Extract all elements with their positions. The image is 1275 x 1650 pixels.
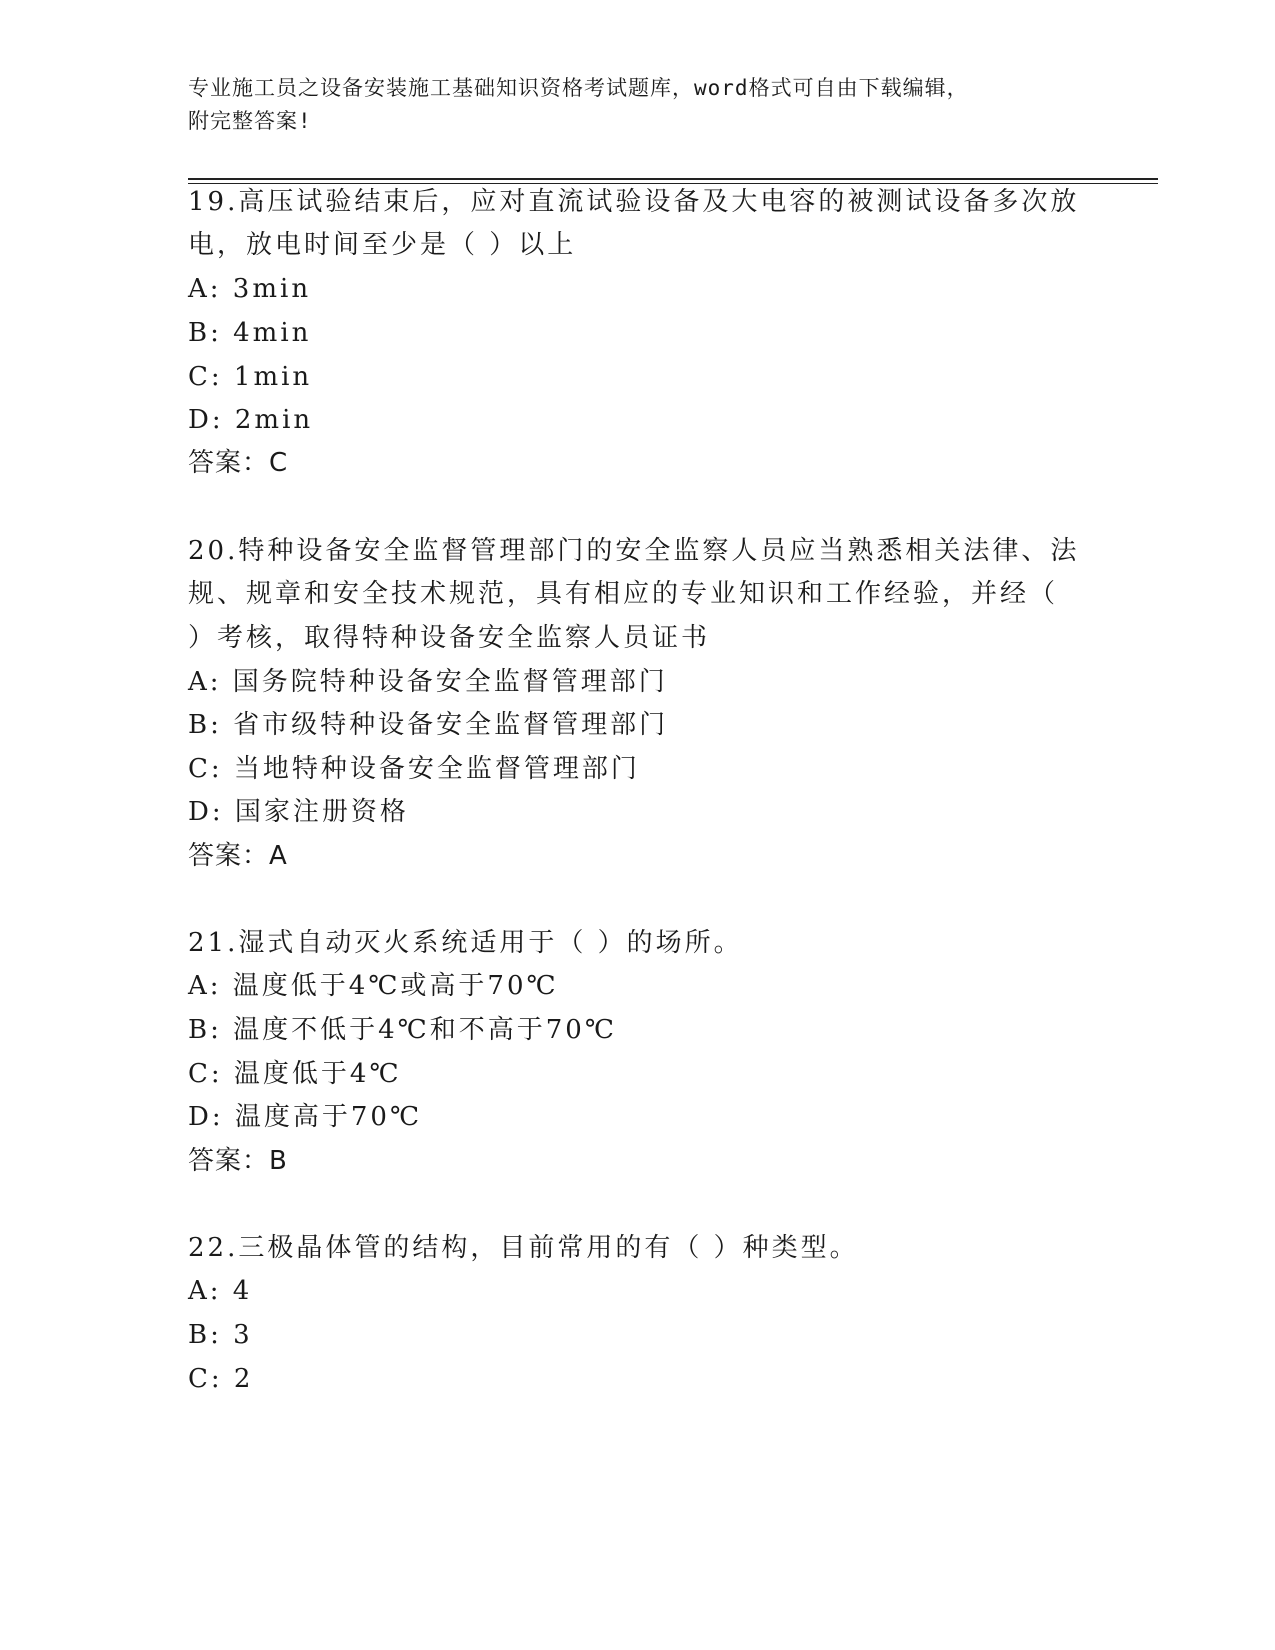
option-a: A: 温度低于4℃或高于70℃: [188, 971, 559, 1001]
header-divider: [188, 178, 1158, 180]
question-stem-line: 21.湿式自动灭火系统适用于（ ）的场所。: [188, 928, 743, 958]
option-b: B: 省市级特种设备安全监督管理部门: [188, 710, 669, 740]
question-stem-line: 20.特种设备安全监督管理部门的安全监察人员应当熟悉相关法律、法: [188, 536, 1080, 566]
answer-label: 答案：B: [188, 1146, 288, 1176]
question-stem-line: 22.三极晶体管的结构，目前常用的有（ ）种类型。: [188, 1233, 859, 1263]
option-b: B: 温度不低于4℃和不高于70℃: [188, 1015, 617, 1045]
answer-label: 答案：C: [188, 448, 289, 478]
question-stem-line: 电，放电时间至少是（ ）以上: [188, 230, 577, 260]
option-a: A: 国务院特种设备安全监督管理部门: [188, 667, 668, 697]
document-header: [188, 72, 1068, 138]
option-c: C: 当地特种设备安全监督管理部门: [188, 754, 640, 784]
option-c: C: 2: [188, 1364, 254, 1394]
option-d: D: 国家注册资格: [188, 797, 409, 827]
question-stem-line: 19.高压试验结束后，应对直流试验设备及大电容的被测试设备多次放: [188, 187, 1080, 217]
question-stem-line: 规、规章和安全技术规范，具有相应的专业知识和工作经验，并经（: [188, 579, 1059, 609]
answer-label: 答案：A: [188, 841, 288, 871]
header-line-2: 附完整答案!: [188, 109, 312, 133]
option-c: C: 温度低于4℃: [188, 1059, 402, 1089]
option-a: A: 3min: [188, 274, 312, 304]
header-line-1: 专业施工员之设备安装施工基础知识资格考试题库，word格式可自由下载编辑，: [188, 76, 969, 100]
option-a: A: 4: [188, 1276, 253, 1306]
option-b: B: 3: [188, 1320, 253, 1350]
option-d: D: 2min: [188, 405, 314, 435]
option-b: B: 4min: [188, 318, 312, 348]
option-c: C: 1min: [188, 362, 313, 392]
question-stem-line: ）考核，取得特种设备安全监察人员证书: [188, 623, 711, 653]
option-d: D: 温度高于70℃: [188, 1102, 423, 1132]
